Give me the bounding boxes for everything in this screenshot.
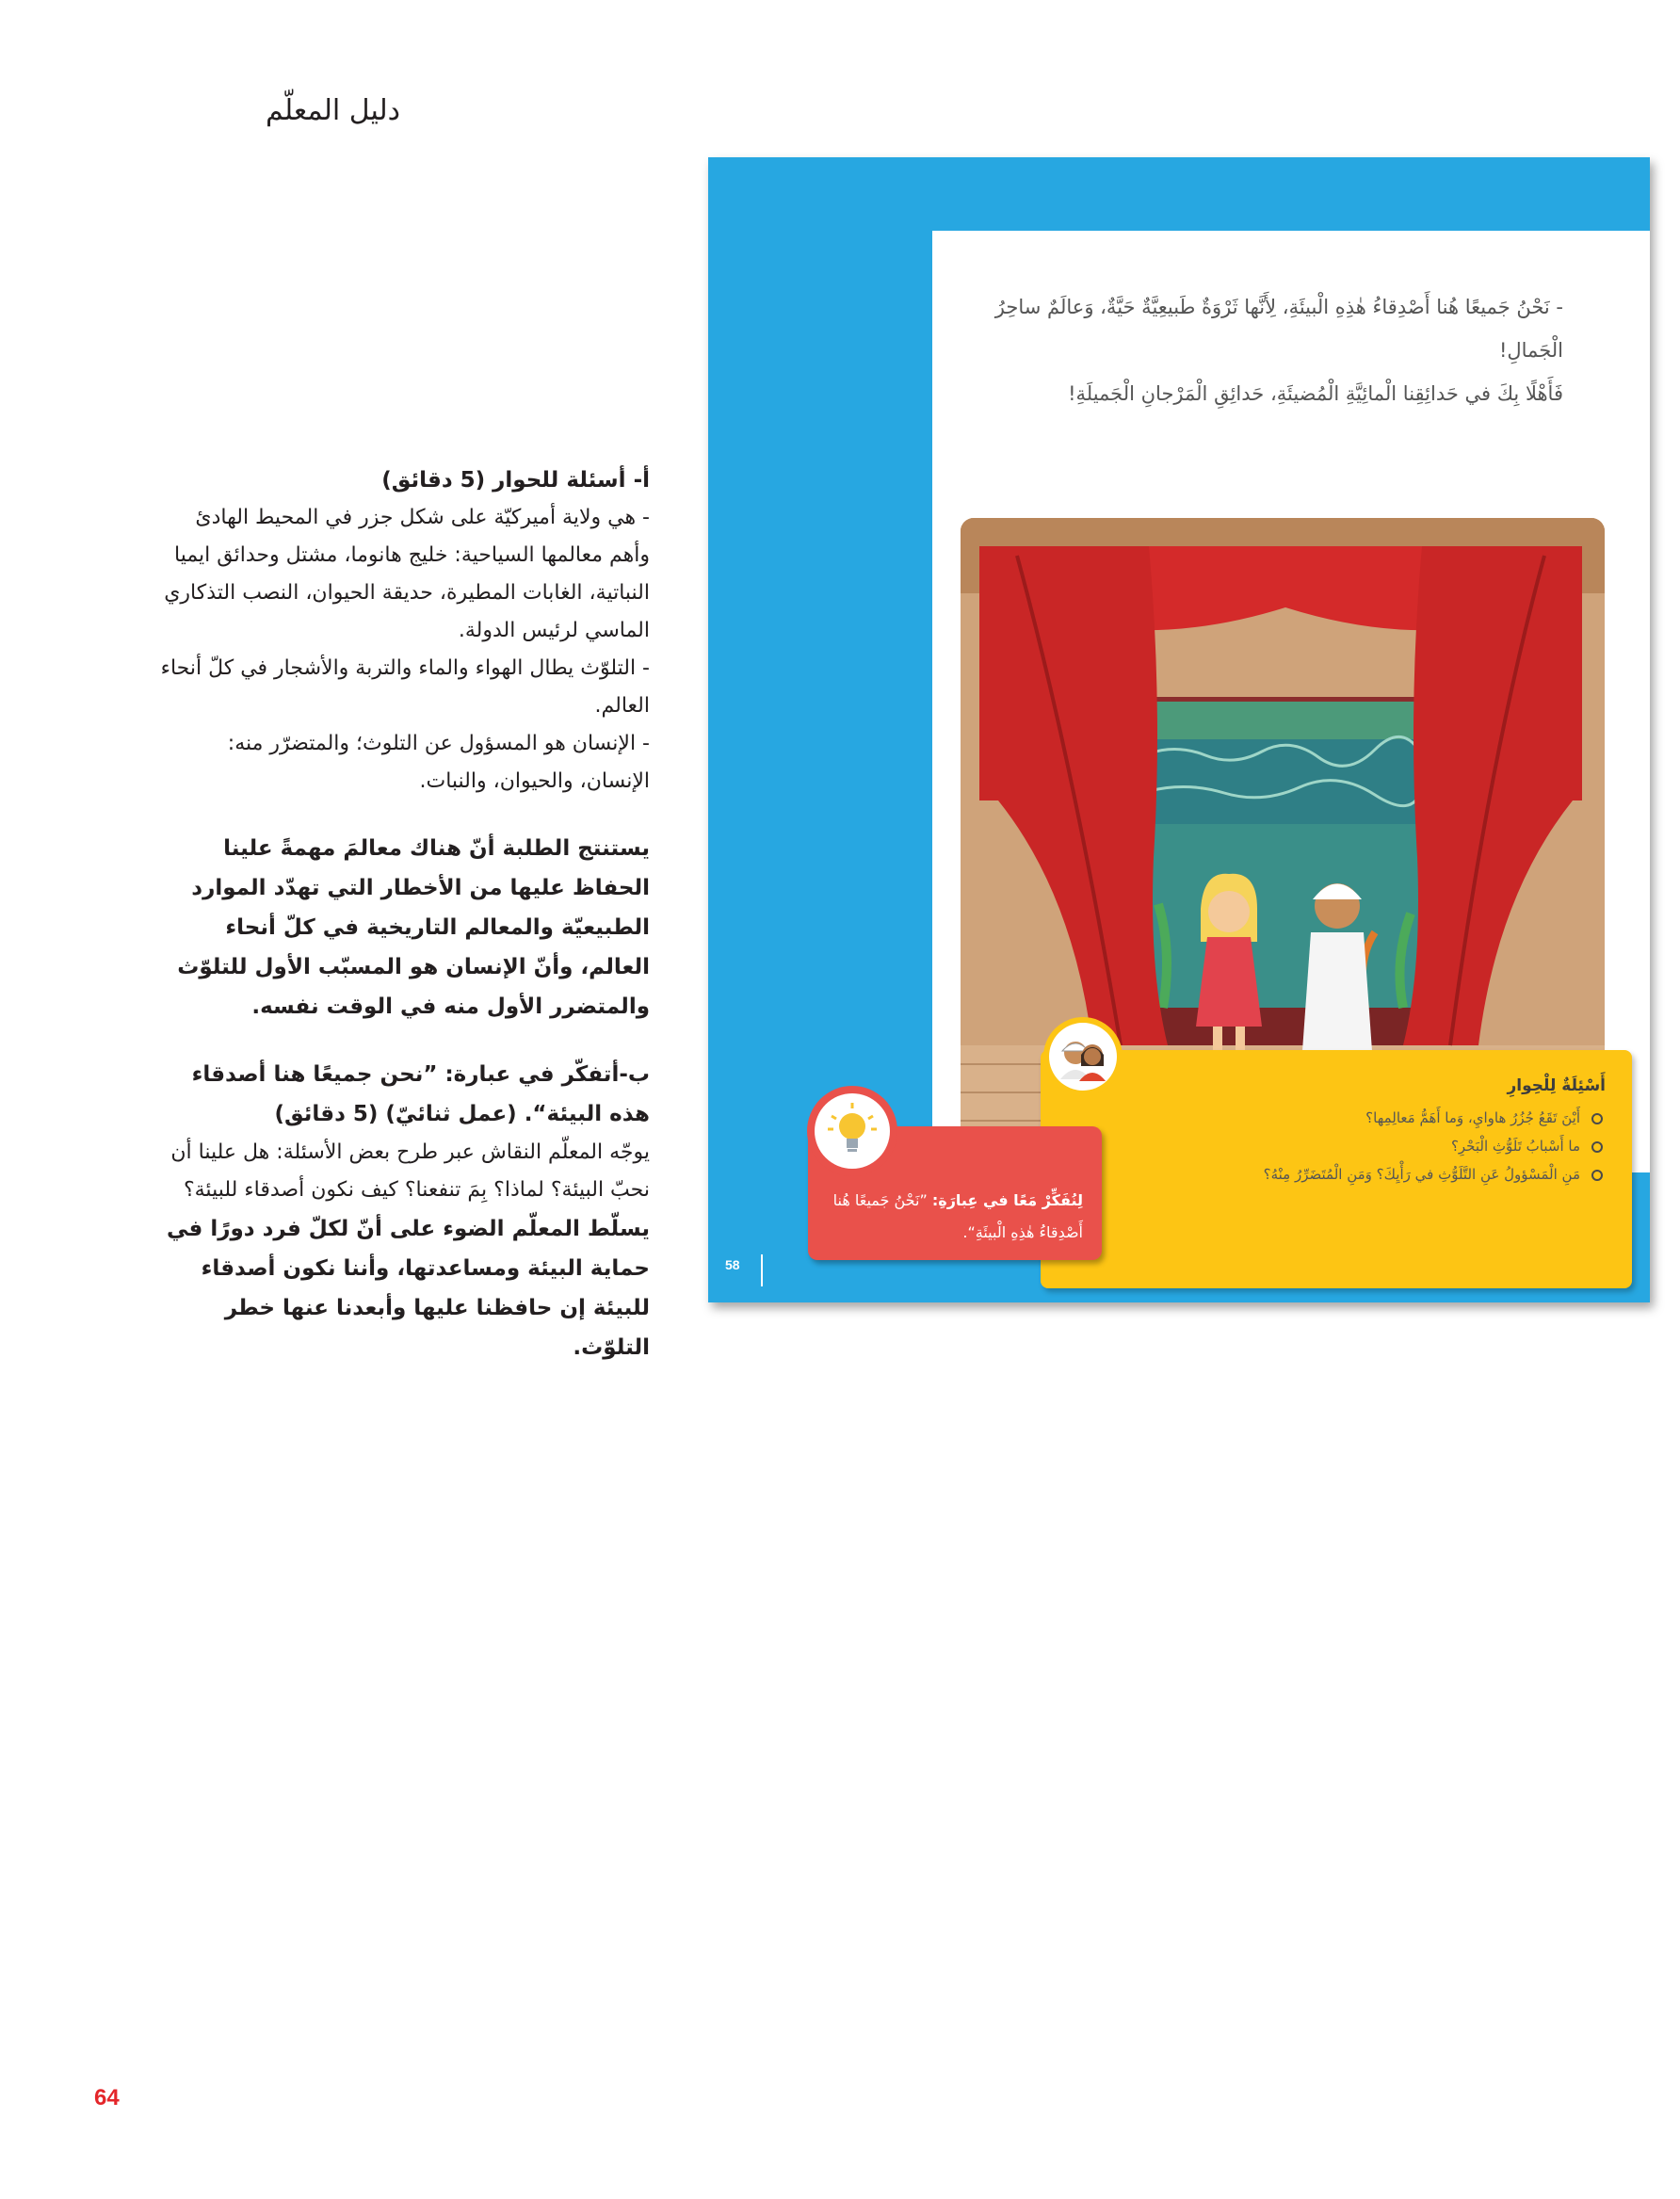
textbook-page-number: 58 [725, 1257, 740, 1272]
textbook-intro-text [979, 285, 1563, 415]
dialogue-question-3: مَنِ الْمَسْؤولُ عَنِ التَّلَوُّثِ في رَأْيِكَ؟ وَمَنِ الْمُتَضَرِّرُ مِنْهُ؟ [1041, 1166, 1603, 1183]
dialogue-question-1: أَيْنَ تَقَعُ جُزُرُ هاوايِ، وَما أَهَمُّ مَعالِمِها؟ [1041, 1109, 1603, 1126]
dialogue-title: أَسْئِلَةٌ لِلْحِوارِ [1507, 1076, 1606, 1095]
page-number-divider [761, 1254, 763, 1286]
section-a-title: أ- أسئلة للحوار (5 دقائق) [381, 468, 650, 493]
think-label: لِنُفَكِّرْ مَعًا في عِبارَةِ: [931, 1191, 1083, 1209]
intro-line-2: فَأَهْلًا بِكَ في حَدائِقِنا الْمائِيَّةِ الْمُضيئَةِ، حَدائِقِ الْمَرْجانِ الْجَميلَةِ! [1068, 382, 1563, 405]
section-b-bold-text: يسلّط المعلّم الضوء على أنّ لكلّ فرد دورًا في حماية البيئة ومساعدتها، وأننا نكون أصدقاء للبيئة إن حافظنا عليها وأبعدنا عنها خطر التلوّث. [167, 1217, 650, 1360]
conclusion-paragraph: يستنتج الطلبة أنّ هناك معالمَ مهمةً علينا الحفاظ عليها من الأخطار التي تهدّد الموارد الطبيعيّة والمعالم التاريخية في كلّ أنحاء العالم، وأنّ الإنسان هو المسبّب الأول للتلوّث والمتضرر الأول منه في الوقت نفسه. [177, 836, 650, 1019]
think-together-text [829, 1185, 1083, 1249]
page-header-title: دليل المعلّم [266, 94, 400, 127]
lightbulb-icon [815, 1093, 890, 1169]
answer-3: - الإنسان هو المسؤول عن التلوث؛ والمتضرّر منه: الإنسان، والحيوان، والنبات. [227, 732, 650, 793]
bullet-icon [1591, 1141, 1603, 1153]
think-quote: ”نَحْنُ جَميعًا هُنا أَصْدِقاءُ هٰذِهِ الْبيئَةِ“. [832, 1191, 1083, 1241]
bullet-icon [1591, 1113, 1603, 1124]
page-number: 64 [94, 2085, 120, 2110]
dialogue-question-2: ما أَسْبابُ تَلَوُّثِ الْبَحْرِ؟ [1041, 1138, 1603, 1155]
intro-line-1: - نَحْنُ جَميعًا هُنا أَصْدِقاءُ هٰذِهِ الْبيئَةِ، لِأَنَّها ثَرْوَةٌ طَبيعِيَّةٌ حَيَّةٌ، وَعالَمٌ ساحِرُ الْجَمالِ! [994, 296, 1563, 362]
answer-1: - هي ولاية أميركيّة على شكل جزر في المحيط الهادئ وأهم معالمها السياحية: خليج هانوما، مشتل وحدائق ايميا النباتية، الغابات المطيرة، حديقة الحيوان، النصب التذكاري الماسي لرئيس الدولة. [164, 506, 650, 642]
bullet-icon [1591, 1170, 1603, 1181]
section-b-text: يوجّه المعلّم النقاش عبر طرح بعض الأسئلة: هل علينا أن نحبّ البيئة؟ لماذا؟ بِمَ تنفعنا؟ كيف نكون أصدقاء للبيئة؟ [170, 1140, 650, 1202]
answer-2: - التلوّث يطال الهواء والماء والتربة والأشجار في كلّ أنحاء العالم. [160, 656, 650, 718]
section-b-title: ب-أتفكّر في عبارة: ”نحن جميعًا هنا أصدقاء هذه البيئة“. (عمل ثنائيّ) (5 دقائق) [191, 1062, 650, 1126]
guide-column [160, 461, 650, 1367]
